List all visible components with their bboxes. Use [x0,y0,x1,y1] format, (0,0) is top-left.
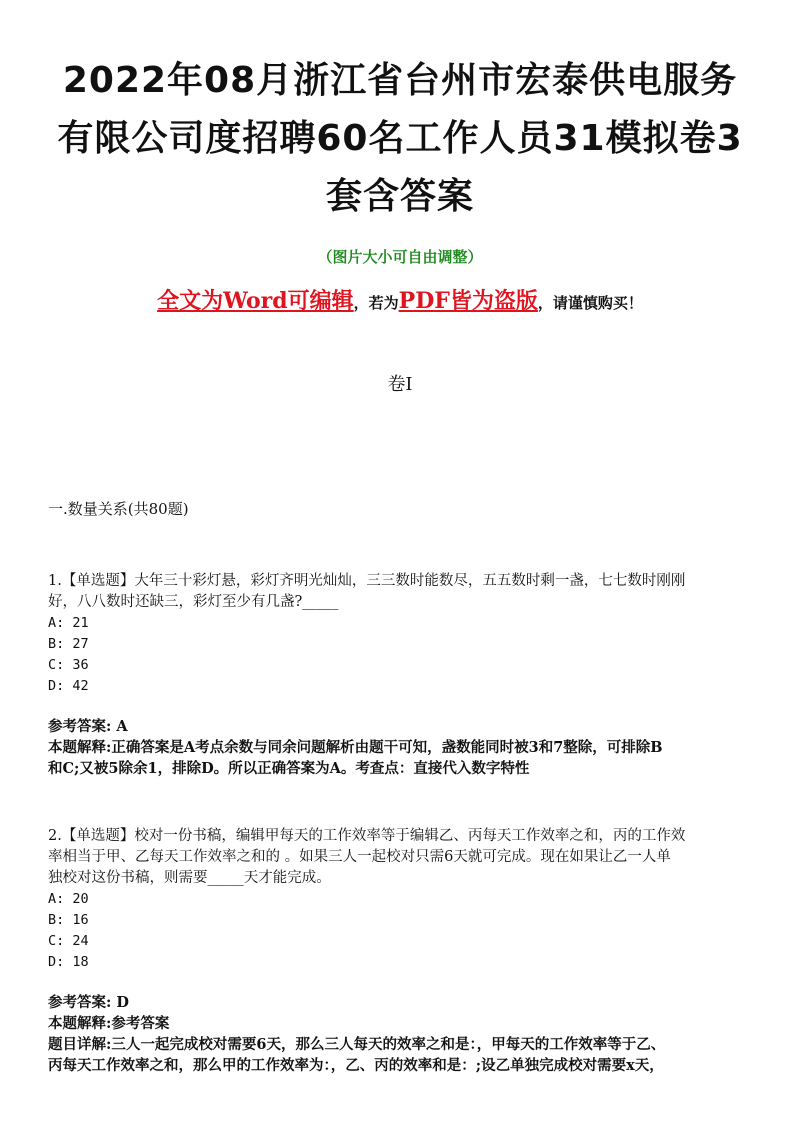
question-1 [48,571,768,779]
section-heading: 一.数量关系(共80题) [48,500,189,518]
explanation-label: 本题解释: [48,1015,112,1032]
explanation-continued: 和C;又被5除余1，排除D。所以正确答案为A。考查点：直接代入数字特性 [48,760,530,777]
option-d: D: 18 [48,954,89,970]
question-stem-line: 独校对这份书稿，则需要_____天才能完成。 [48,870,331,886]
explanation-text: 正确答案是A考点余数与同余问题解析由题干可知，盏数能同时被3和7整除，可排除B [111,739,663,756]
question-stem-line: 1.【单选题】大年三十彩灯悬，彩灯齐明光灿灿，三三数时能数尽，五五数时剩一盏，七七数时刚刚 [48,573,686,589]
option-b: B: 27 [48,636,89,652]
answer: 参考答案: D [48,994,129,1011]
question-stem-line: 2.【单选题】校对一份书稿，编辑甲每天的工作效率等于编辑乙、丙每天工作效率之和，丙的工作效 [48,828,686,844]
title-line-1: 2022年08月浙江省台州市宏泰供电服务 [62,60,738,101]
notice-warning: ，请谨慎购买！ [537,294,643,312]
volume-heading: 卷I [387,374,413,395]
explanation [48,737,768,758]
answer: 参考答案: A [48,718,128,735]
title-line-2: 有限公司度招聘60名工作人员31模拟卷3 [57,118,743,159]
explanation [48,1013,768,1034]
notice-connector: ，若为 [353,294,399,312]
notice-pirated: PDF皆为盗版 [398,288,538,314]
detail-continued: 丙每天工作效率之和，那么甲的工作效率为：，乙、丙的效率和是：;设乙单独完成校对需要x天， [48,1057,664,1074]
detail [48,1034,768,1055]
explanation-label: 本题解释: [48,739,112,756]
detail-label: 题目详解: [48,1036,112,1053]
explanation-text: 参考答案 [111,1015,170,1032]
question-2 [48,826,768,1076]
detail-text: 三人一起完成校对需要6天，那么三人每天的效率之和是：，甲每天的工作效率等于乙、 [111,1036,666,1053]
question-stem-line: 率相当于甲、乙每天工作效率之和的 。如果三人一起校对只需6天就可完成。现在如果让乙一人单 [48,849,671,865]
option-c: C: 24 [48,933,89,949]
option-a: A: 21 [48,615,89,631]
copyright-notice [0,284,800,315]
option-d: D: 42 [48,678,89,694]
notice-editable: 全文为Word可编辑 [157,288,354,314]
document-title [40,52,760,226]
title-line-3: 套含答案 [325,176,474,217]
subtitle: （图片大小可自由调整） [317,248,483,266]
option-a: A: 20 [48,891,89,907]
question-stem-line: 好，八八数时还缺三，彩灯至少有几盏?_____ [48,594,339,610]
option-c: C: 36 [48,657,89,673]
option-b: B: 16 [48,912,89,928]
